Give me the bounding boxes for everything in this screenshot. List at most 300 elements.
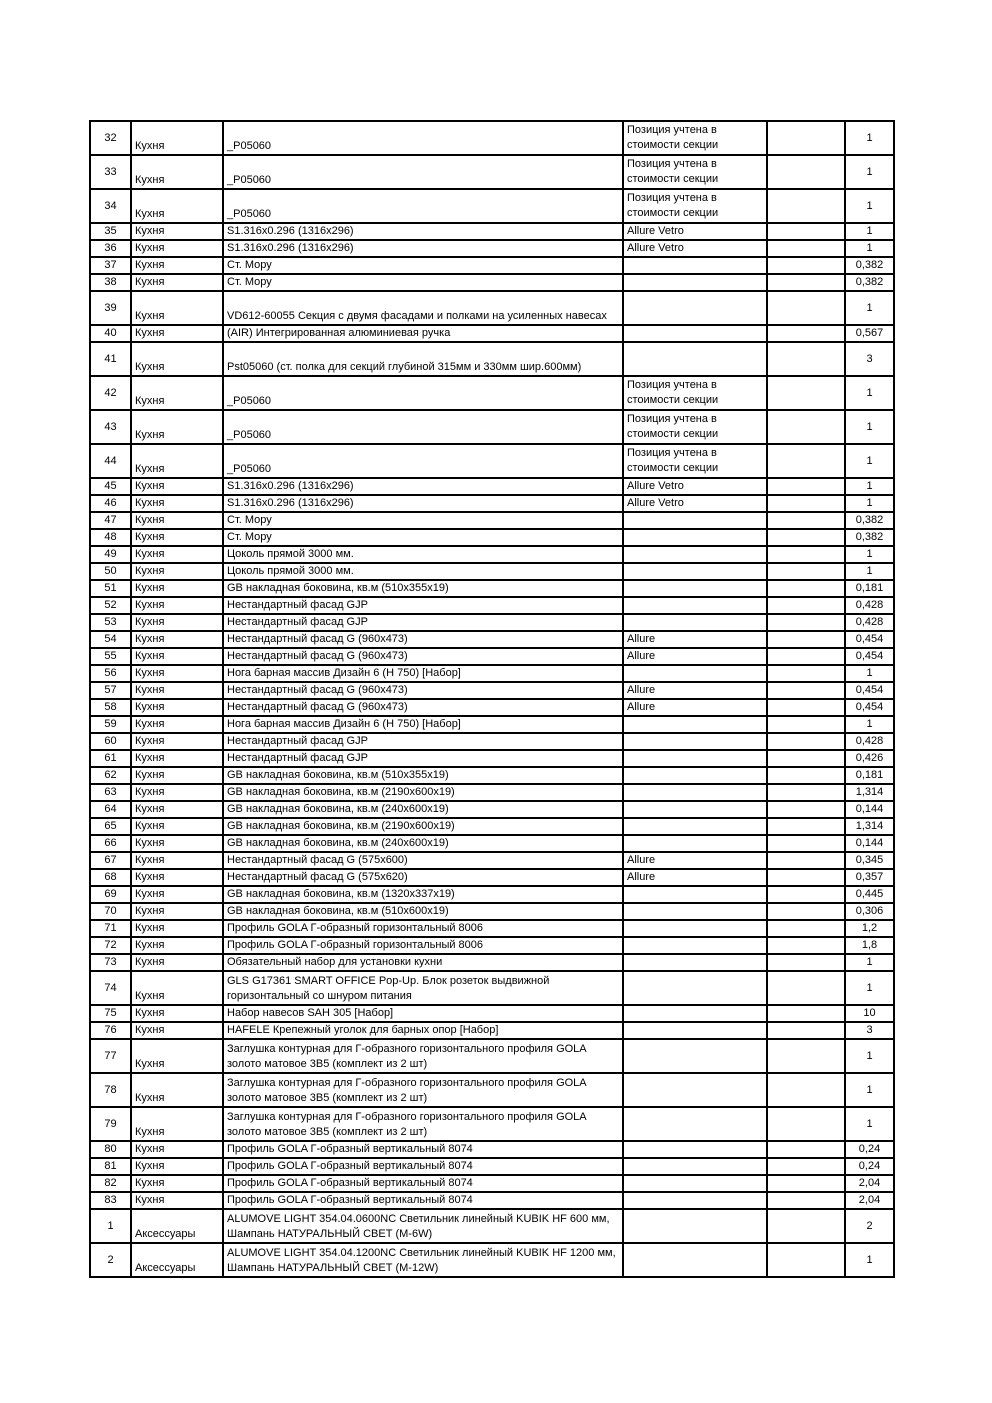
category-cell: Кухня [131,546,223,563]
description-cell: _P05060 [223,410,623,444]
category-cell: Кухня [131,529,223,546]
row-number-cell: 67 [90,852,131,869]
note-cell: Allure [623,631,767,648]
description-cell: Нестандартный фасад G (960x473) [223,631,623,648]
quantity-cell: 0,454 [845,631,894,648]
description-cell: Заглушка контурная для Г-образного горизонтального профиля GOLA золото матовое 3B5 (комплект из 2 шт) [223,1073,623,1107]
extra-cell [767,410,845,444]
note-cell [623,1243,767,1277]
category-cell: Кухня [131,733,223,750]
row-number-cell: 65 [90,818,131,835]
note-cell [623,1175,767,1192]
note-cell [623,325,767,342]
table-row [90,1005,894,1022]
description-cell: Профиль GOLA Г-образный горизонтальный 8006 [223,920,623,937]
row-number-cell: 52 [90,597,131,614]
row-number-cell: 42 [90,376,131,410]
table-row [90,971,894,1005]
description-cell: _P05060 [223,376,623,410]
note-cell: Allure [623,682,767,699]
table-row [90,631,894,648]
category-cell: Кухня [131,971,223,1005]
row-number-cell: 43 [90,410,131,444]
note-cell [623,665,767,682]
description-cell: _P05060 [223,155,623,189]
extra-cell [767,818,845,835]
category-cell: Кухня [131,954,223,971]
row-number-cell: 75 [90,1005,131,1022]
quantity-cell: 0,382 [845,529,894,546]
extra-cell [767,835,845,852]
description-cell: ALUMOVE LIGHT 354.04.0600NC Светильник линейный KUBIK HF 600 мм, Шампань НАТУРАЛЬНЫЙ СВЕТ (M-6W) [223,1209,623,1243]
note-cell [623,733,767,750]
row-number-cell: 80 [90,1141,131,1158]
note-cell: Allure [623,852,767,869]
row-number-cell: 76 [90,1022,131,1039]
row-number-cell: 55 [90,648,131,665]
row-number-cell: 57 [90,682,131,699]
row-number-cell: 59 [90,716,131,733]
row-number-cell: 35 [90,223,131,240]
description-cell: ALUMOVE LIGHT 354.04.1200NC Светильник линейный KUBIK HF 1200 мм, Шампань НАТУРАЛЬНЫЙ СВЕТ (M-12W) [223,1243,623,1277]
row-number-cell: 58 [90,699,131,716]
row-number-cell: 63 [90,784,131,801]
quantity-cell: 0,428 [845,614,894,631]
row-number-cell: 40 [90,325,131,342]
note-cell: Allure [623,648,767,665]
category-cell: Кухня [131,495,223,512]
quantity-cell: 1 [845,478,894,495]
category-cell: Кухня [131,920,223,937]
extra-cell [767,852,845,869]
category-cell: Кухня [131,784,223,801]
category-cell: Кухня [131,1039,223,1073]
description-cell: GB накладная боковина, кв.м (240x600x19) [223,801,623,818]
quantity-cell: 1 [845,1039,894,1073]
note-cell [623,954,767,971]
quantity-cell: 1 [845,665,894,682]
row-number-cell: 74 [90,971,131,1005]
quantity-cell: 1 [845,121,894,155]
quantity-cell: 1 [845,189,894,223]
note-cell [623,291,767,325]
quantity-cell: 3 [845,1022,894,1039]
row-number-cell: 69 [90,886,131,903]
table-row [90,444,894,478]
description-cell: GB накладная боковина, кв.м (510x600x19) [223,903,623,920]
description-cell: Нога барная массив Дизайн 6 (Н 750) [Набор] [223,716,623,733]
description-cell: Нестандартный фасад GJP [223,750,623,767]
row-number-cell: 33 [90,155,131,189]
description-cell: Цоколь прямой 3000 мм. [223,546,623,563]
note-cell [623,835,767,852]
table-row [90,784,894,801]
category-cell: Кухня [131,716,223,733]
table-row [90,835,894,852]
note-cell: Позиция учтена в стоимости секции [623,121,767,155]
note-cell [623,1141,767,1158]
category-cell: Кухня [131,121,223,155]
category-cell: Кухня [131,478,223,495]
quantity-cell: 1 [845,1107,894,1141]
note-cell: Allure [623,869,767,886]
note-cell: Allure [623,699,767,716]
quantity-cell: 1 [845,1073,894,1107]
note-cell [623,1005,767,1022]
table-row [90,869,894,886]
category-cell: Кухня [131,410,223,444]
quantity-cell: 0,454 [845,682,894,699]
description-cell: Профиль GOLA Г-образный вертикальный 8074 [223,1192,623,1209]
row-number-cell: 50 [90,563,131,580]
quantity-cell: 1 [845,444,894,478]
row-number-cell: 32 [90,121,131,155]
table-row [90,665,894,682]
extra-cell [767,291,845,325]
row-number-cell: 47 [90,512,131,529]
description-cell: S1.316x0.296 (1316x296) [223,240,623,257]
description-cell: S1.316x0.296 (1316x296) [223,495,623,512]
description-cell: _P05060 [223,121,623,155]
category-cell: Кухня [131,886,223,903]
extra-cell [767,954,845,971]
extra-cell [767,223,845,240]
table-row [90,767,894,784]
table-row [90,903,894,920]
note-cell: Allure Vetro [623,478,767,495]
table-row [90,1243,894,1277]
quantity-cell: 0,428 [845,733,894,750]
specification-table [89,120,895,1278]
description-cell: Нестандартный фасад G (960x473) [223,699,623,716]
quantity-cell: 0,426 [845,750,894,767]
row-number-cell: 39 [90,291,131,325]
note-cell [623,886,767,903]
quantity-cell: 2,04 [845,1192,894,1209]
description-cell: Нестандартный фасад G (575x620) [223,869,623,886]
extra-cell [767,512,845,529]
description-cell: _P05060 [223,189,623,223]
description-cell: Нестандартный фасад G (960x473) [223,682,623,699]
row-number-cell: 36 [90,240,131,257]
description-cell: VD612-60055 Секция с двумя фасадами и полками на усиленных навесах [223,291,623,325]
description-cell: Нестандартный фасад G (575x600) [223,852,623,869]
description-cell: GB накладная боковина, кв.м (2190x600x19) [223,784,623,801]
note-cell [623,1039,767,1073]
note-cell [623,546,767,563]
extra-cell [767,563,845,580]
quantity-cell: 1,8 [845,937,894,954]
note-cell: Позиция учтена в стоимости секции [623,155,767,189]
quantity-cell: 1 [845,376,894,410]
description-cell: Ст. Мору [223,529,623,546]
note-cell [623,750,767,767]
note-cell [623,512,767,529]
extra-cell [767,1209,845,1243]
category-cell: Кухня [131,325,223,342]
category-cell: Кухня [131,342,223,376]
note-cell: Позиция учтена в стоимости секции [623,410,767,444]
note-cell [623,597,767,614]
category-cell: Кухня [131,580,223,597]
table-row [90,733,894,750]
quantity-cell: 1 [845,291,894,325]
extra-cell [767,240,845,257]
table-row [90,563,894,580]
extra-cell [767,869,845,886]
table-row [90,155,894,189]
row-number-cell: 48 [90,529,131,546]
quantity-cell: 0,567 [845,325,894,342]
note-cell [623,563,767,580]
row-number-cell: 49 [90,546,131,563]
row-number-cell: 34 [90,189,131,223]
note-cell [623,342,767,376]
table-row [90,886,894,903]
quantity-cell: 1 [845,1243,894,1277]
row-number-cell: 51 [90,580,131,597]
category-cell: Кухня [131,1022,223,1039]
extra-cell [767,1141,845,1158]
table-row [90,376,894,410]
table-row [90,1175,894,1192]
row-number-cell: 46 [90,495,131,512]
note-cell: Позиция учтена в стоимости секции [623,189,767,223]
extra-cell [767,920,845,937]
quantity-cell: 10 [845,1005,894,1022]
description-cell: Заглушка контурная для Г-образного горизонтального профиля GOLA золото матовое 3B5 (комплект из 2 шт) [223,1107,623,1141]
extra-cell [767,801,845,818]
description-cell: HAFELE Крепежный уголок для барных опор [Набор] [223,1022,623,1039]
note-cell [623,257,767,274]
quantity-cell: 1 [845,563,894,580]
quantity-cell: 1 [845,410,894,444]
description-cell: Профиль GOLA Г-образный вертикальный 8074 [223,1141,623,1158]
description-cell: GB накладная боковина, кв.м (510x355x19) [223,767,623,784]
extra-cell [767,529,845,546]
table-row [90,1158,894,1175]
extra-cell [767,546,845,563]
note-cell: Allure Vetro [623,495,767,512]
row-number-cell: 56 [90,665,131,682]
row-number-cell: 73 [90,954,131,971]
quantity-cell: 1 [845,223,894,240]
description-cell: Профиль GOLA Г-образный горизонтальный 8006 [223,937,623,954]
row-number-cell: 38 [90,274,131,291]
quantity-cell: 1 [845,155,894,189]
category-cell: Кухня [131,648,223,665]
note-cell: Allure Vetro [623,240,767,257]
note-cell [623,1022,767,1039]
category-cell: Кухня [131,291,223,325]
category-cell: Кухня [131,444,223,478]
extra-cell [767,767,845,784]
category-cell: Кухня [131,835,223,852]
description-cell: Заглушка контурная для Г-образного горизонтального профиля GOLA золото матовое 3B5 (комплект из 2 шт) [223,1039,623,1073]
extra-cell [767,478,845,495]
category-cell: Кухня [131,682,223,699]
extra-cell [767,580,845,597]
category-cell: Кухня [131,1073,223,1107]
table-row [90,597,894,614]
quantity-cell: 1 [845,495,894,512]
quantity-cell: 1 [845,971,894,1005]
note-cell [623,1158,767,1175]
row-number-cell: 66 [90,835,131,852]
category-cell: Кухня [131,767,223,784]
table-row [90,274,894,291]
description-cell: Нестандартный фасад GJP [223,733,623,750]
note-cell [623,903,767,920]
description-cell: Нога барная массив Дизайн 6 (Н 750) [Набор] [223,665,623,682]
row-number-cell: 82 [90,1175,131,1192]
note-cell [623,1073,767,1107]
table-row [90,937,894,954]
table-row [90,852,894,869]
row-number-cell: 77 [90,1039,131,1073]
note-cell [623,920,767,937]
table-row [90,1073,894,1107]
quantity-cell: 0,24 [845,1158,894,1175]
description-cell: Профиль GOLA Г-образный вертикальный 8074 [223,1175,623,1192]
description-cell: Нестандартный фасад G (960x473) [223,648,623,665]
category-cell: Кухня [131,614,223,631]
description-cell: GB накладная боковина, кв.м (2190x600x19) [223,818,623,835]
note-cell [623,1209,767,1243]
note-cell [623,614,767,631]
table-row [90,325,894,342]
quantity-cell: 1 [845,954,894,971]
row-number-cell: 70 [90,903,131,920]
quantity-cell: 0,181 [845,580,894,597]
quantity-cell: 3 [845,342,894,376]
description-cell: Набор навесов SAH 305 [Набор] [223,1005,623,1022]
table-row [90,682,894,699]
row-number-cell: 60 [90,733,131,750]
table-row [90,716,894,733]
note-cell [623,1192,767,1209]
note-cell [623,1107,767,1141]
quantity-cell: 1,314 [845,818,894,835]
extra-cell [767,1107,845,1141]
category-cell: Кухня [131,257,223,274]
category-cell: Кухня [131,512,223,529]
quantity-cell: 0,454 [845,648,894,665]
row-number-cell: 78 [90,1073,131,1107]
note-cell [623,529,767,546]
quantity-cell: 0,445 [845,886,894,903]
description-cell: Pst05060 (ст. полка для секций глубиной 315мм и 330мм шир.600мм) [223,342,623,376]
extra-cell [767,631,845,648]
table-row [90,920,894,937]
extra-cell [767,648,845,665]
row-number-cell: 45 [90,478,131,495]
note-cell [623,937,767,954]
category-cell: Кухня [131,155,223,189]
row-number-cell: 79 [90,1107,131,1141]
note-cell [623,580,767,597]
description-cell: GLS G17361 SMART OFFICE Pop-Up. Блок розеток выдвижной горизонтальный со шнуром питания [223,971,623,1005]
table-row [90,954,894,971]
description-cell: S1.316x0.296 (1316x296) [223,478,623,495]
extra-cell [767,886,845,903]
note-cell: Allure Vetro [623,223,767,240]
quantity-cell: 1,2 [845,920,894,937]
extra-cell [767,342,845,376]
note-cell: Позиция учтена в стоимости секции [623,376,767,410]
category-cell: Кухня [131,818,223,835]
description-cell: GB накладная боковина, кв.м (510x355x19) [223,580,623,597]
quantity-cell: 0,306 [845,903,894,920]
category-cell: Кухня [131,631,223,648]
quantity-cell: 0,144 [845,835,894,852]
table-row [90,648,894,665]
extra-cell [767,189,845,223]
specification-table-body [90,121,894,1277]
quantity-cell: 1 [845,240,894,257]
row-number-cell: 64 [90,801,131,818]
category-cell: Кухня [131,801,223,818]
extra-cell [767,903,845,920]
quantity-cell: 2,04 [845,1175,894,1192]
category-cell: Кухня [131,1175,223,1192]
row-number-cell: 37 [90,257,131,274]
table-row [90,189,894,223]
row-number-cell: 53 [90,614,131,631]
table-row [90,529,894,546]
quantity-cell: 0,382 [845,512,894,529]
category-cell: Кухня [131,699,223,716]
extra-cell [767,1005,845,1022]
table-row [90,1141,894,1158]
category-cell: Кухня [131,869,223,886]
row-number-cell: 72 [90,937,131,954]
row-number-cell: 62 [90,767,131,784]
extra-cell [767,325,845,342]
extra-cell [767,274,845,291]
extra-cell [767,155,845,189]
table-row [90,121,894,155]
extra-cell [767,665,845,682]
quantity-cell: 0,382 [845,274,894,291]
description-cell: Обязательный набор для установки кухни [223,954,623,971]
category-cell: Кухня [131,1107,223,1141]
note-cell [623,274,767,291]
extra-cell [767,1192,845,1209]
extra-cell [767,1022,845,1039]
quantity-cell: 0,144 [845,801,894,818]
extra-cell [767,784,845,801]
quantity-cell: 1 [845,546,894,563]
category-cell: Кухня [131,223,223,240]
description-cell: _P05060 [223,444,623,478]
table-row [90,512,894,529]
quantity-cell: 0,24 [845,1141,894,1158]
table-row [90,240,894,257]
table-row [90,1209,894,1243]
quantity-cell: 0,428 [845,597,894,614]
note-cell [623,784,767,801]
row-number-cell: 68 [90,869,131,886]
category-cell: Кухня [131,1192,223,1209]
extra-cell [767,121,845,155]
description-cell: S1.316x0.296 (1316x296) [223,223,623,240]
category-cell: Кухня [131,189,223,223]
quantity-cell: 2 [845,1209,894,1243]
extra-cell [767,1073,845,1107]
extra-cell [767,937,845,954]
table-row [90,257,894,274]
